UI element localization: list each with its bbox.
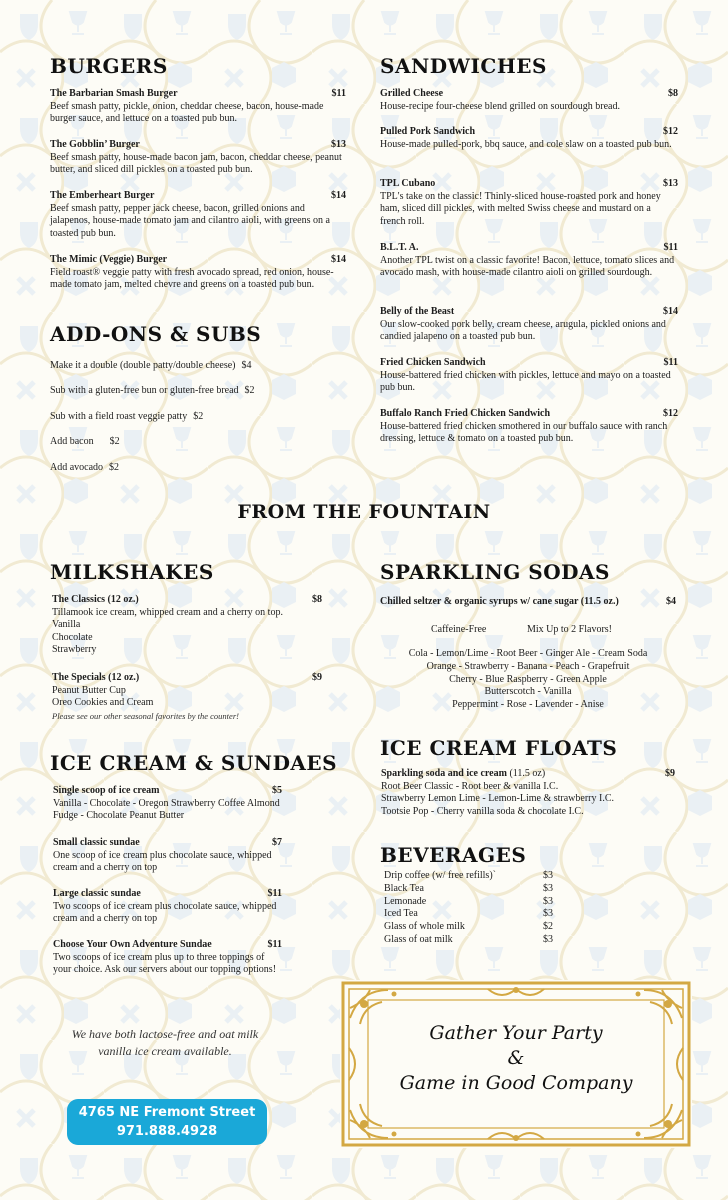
item-price: $7 — [272, 837, 282, 848]
mix-flavors-label: Mix Up to 2 Flavors! — [527, 624, 612, 635]
item-description: Field roast® veggie patty with fresh avocado spread, red onion, house-made tomato jam, melted chevre and greens on a toasted pub bun. — [50, 266, 334, 291]
addon-item — [50, 462, 119, 473]
item-name: Large classic sundae — [53, 888, 141, 899]
item-price: $13 — [663, 178, 678, 189]
sodas-section — [380, 560, 678, 711]
item-price: $9 — [665, 768, 675, 779]
menu-item — [380, 596, 676, 609]
sodas-title: SPARKLING SODAS — [380, 560, 610, 584]
menu-item — [53, 888, 282, 926]
sandwiches-section — [380, 54, 678, 445]
beverage-item — [384, 883, 554, 896]
beverage-item — [384, 870, 554, 883]
item-description: Vanilla - Chocolate - Oregon Strawberry Coffee Almond Fudge - Chocolate Peanut Butter — [53, 797, 280, 822]
sundaes-section — [50, 751, 338, 976]
flavor-line: Cherry - Blue Raspberry - Green Apple — [449, 673, 607, 685]
item-price: $14 — [331, 190, 346, 201]
item-description: Beef smash patty, pickle, onion, cheddar cheese, bacon, house-made burger sauce, and lettuce on a toasted pub bun. — [50, 100, 324, 125]
note-line: vanilla ice cream available. — [98, 1044, 232, 1058]
flavor: Chocolate — [52, 631, 93, 643]
beverage-item — [384, 908, 554, 921]
item-name: Pulled Pork Sandwich — [380, 126, 476, 137]
item-description: Tillamook ice cream, whipped cream and a cherry on top. — [52, 606, 283, 618]
beverage-list — [384, 870, 554, 947]
addon-price: $2 — [244, 385, 255, 396]
item-name: Choose Your Own Adventure Sundae — [53, 939, 212, 950]
beverage-label: Glass of oat milk — [384, 933, 453, 945]
menu-item — [380, 357, 678, 395]
float-option: Root Beer Classic - Root beer & vanilla I.C. — [381, 780, 559, 792]
addon-label: Add avocado — [50, 462, 104, 473]
menu-item — [380, 408, 678, 446]
menu-item — [380, 306, 678, 344]
item-description: House-made pulled-pork, bbq sauce, and cole slaw on a toasted pub bun. — [380, 138, 672, 150]
float-option: Tootsie Pop - Cherry vanilla soda & chocolate I.C. — [381, 805, 584, 817]
beverage-label: Black Tea — [384, 882, 424, 894]
beverages-section — [380, 843, 620, 945]
addon-item — [50, 360, 252, 371]
street-address: 4765 NE Fremont Street — [78, 1105, 256, 1120]
item-description: House-battered fried chicken smothered in our buffalo sauce with ranch dressing, lettuce & tomato on a toasted pub bun. — [380, 420, 668, 445]
menu-item — [53, 837, 282, 875]
item-name: Single scoop of ice cream — [53, 785, 160, 796]
beverage-item — [384, 896, 554, 909]
floats-title: ICE CREAM FLOATS — [380, 736, 618, 760]
float-name: Sparkling soda and ice cream — [381, 768, 507, 779]
addon-price: $2 — [109, 436, 120, 447]
beverage-item — [384, 934, 554, 947]
burgers-section — [50, 54, 346, 291]
item-description: Two scoops of ice cream plus chocolate sauce, whipped cream and a cherry on top — [53, 900, 277, 925]
item-price: $5 — [272, 785, 282, 796]
item-name: The Mimic (Veggie) Burger — [50, 254, 168, 265]
item-price: $11 — [267, 888, 282, 899]
item-name: The Specials (12 oz.) — [52, 672, 140, 683]
item-price: $11 — [663, 357, 678, 368]
menu-item — [381, 768, 675, 818]
beverage-label: Lemonade — [384, 895, 427, 907]
addon-price: $2 — [193, 411, 204, 422]
fountain-title: FROM THE FOUNTAIN — [237, 501, 491, 523]
beverage-label: Glass of whole milk — [384, 921, 465, 933]
menu-item — [380, 242, 678, 280]
menu-item — [380, 88, 678, 113]
tagline-line1: Gather Your Party — [429, 1022, 603, 1044]
item-description: Beef smash patty, pepper jack cheese, bacon, grilled onions and jalapenos, house-made tomato jam and cilantro aioli, with greens on a toasted pub bun. — [50, 202, 330, 239]
menu-item — [53, 785, 282, 823]
item-price: $9 — [312, 672, 322, 683]
beverage-price: $2 — [543, 921, 553, 933]
seasonal-note: Please see our other seasonal favorites by the counter! — [52, 710, 239, 721]
item-description: One scoop of ice cream plus chocolate sauce, whipped cream and a cherry on top — [53, 849, 272, 874]
milkshakes-title: MILKSHAKES — [50, 560, 214, 584]
beverage-price: $3 — [543, 908, 553, 920]
address-badge — [67, 1099, 267, 1145]
item-description: Two scoops of ice cream plus up to three toppings of your choice. Ask our servers about our topping options! — [53, 951, 277, 976]
menu-item — [52, 672, 322, 722]
item-name: The Classics (12 oz.) — [52, 594, 139, 605]
item-name: Small classic sundae — [53, 837, 140, 848]
lactose-free-note — [40, 1026, 290, 1060]
item-name: Grilled Cheese — [380, 88, 444, 99]
beverages-title: BEVERAGES — [380, 843, 527, 867]
item-name: B.L.T. A. — [380, 242, 419, 253]
flavor-line: Orange - Strawberry - Banana - Peach - Grapefruit — [426, 660, 630, 672]
tagline-ampersand: & — [507, 1047, 525, 1069]
item-description: House-battered fried chicken with pickles, lettuce and mayo on a toasted pub bun. — [380, 369, 671, 394]
flavor: Strawberry — [52, 644, 97, 656]
item-name: The Barbarian Smash Burger — [50, 88, 178, 99]
item-price: $4 — [666, 596, 676, 607]
item-description: Another TPL twist on a classic favorite! Bacon, lettuce, tomato slices and avocado mash, with house-made cilantro aioli on grilled sourdough. — [380, 254, 675, 279]
note-line: We have both lactose-free and oat milk — [71, 1027, 259, 1041]
addon-price: $2 — [109, 462, 120, 473]
addon-item — [50, 436, 120, 447]
float-size: (11.5 oz) — [509, 768, 546, 779]
item-name: The Gobblin’ Burger — [50, 139, 140, 150]
menu-item — [380, 178, 678, 228]
caffeine-free-label: Caffeine-Free — [431, 624, 487, 635]
addons-section — [50, 322, 350, 473]
milkshakes-section — [50, 560, 322, 721]
item-price: $12 — [663, 408, 678, 419]
item-price: $11 — [663, 242, 678, 253]
menu-item — [380, 126, 678, 151]
item-price: $14 — [331, 254, 346, 265]
item-price: $11 — [331, 88, 346, 99]
item-price: $14 — [663, 306, 678, 317]
addon-label: Make it a double (double patty/double cheese) — [50, 360, 236, 371]
menu-item — [53, 939, 282, 977]
beverage-price: $3 — [543, 933, 553, 945]
addon-item — [50, 385, 255, 396]
flavor: Peanut Butter Cup — [52, 684, 126, 696]
beverage-label: Drip coffee (w/ free refills)` — [384, 870, 496, 881]
item-description: Our slow-cooked pork belly, cream cheese, arugula, pickled onions and candied jalapeno on a toasted pub bun. — [380, 318, 666, 343]
addon-label: Sub with a gluten-free bun or gluten-free bread — [50, 385, 239, 396]
menu-item — [50, 190, 346, 240]
item-name: Buffalo Ranch Fried Chicken Sandwich — [380, 408, 551, 419]
tagline-line2: Game in Good Company — [399, 1072, 633, 1094]
burgers-title: BURGERS — [50, 54, 168, 78]
phone-number[interactable]: 971.888.4928 — [116, 1124, 218, 1139]
addon-item — [50, 411, 203, 422]
soda-flavor-list — [380, 648, 676, 712]
item-price: $11 — [267, 939, 282, 950]
item-name: Belly of the Beast — [380, 306, 455, 317]
flavor-line: Cola - Lemon/Lime - Root Beer - Ginger Ale - Cream Soda — [408, 648, 648, 659]
menu-item — [50, 139, 346, 177]
beverage-item — [384, 921, 554, 934]
item-name: Chilled seltzer & organic syrups w/ cane sugar (11.5 oz.) — [380, 596, 619, 607]
sandwiches-title: SANDWICHES — [380, 54, 547, 78]
addon-label: Sub with a field roast veggie patty — [50, 411, 188, 422]
beverage-price: $3 — [543, 870, 553, 881]
item-price: $13 — [331, 139, 346, 150]
item-description: House-recipe four-cheese blend grilled on sourdough bread. — [380, 100, 620, 112]
beverage-price: $3 — [543, 895, 553, 907]
menu-item — [50, 254, 346, 292]
flavor-line: Butterscotch - Vanilla — [484, 686, 572, 698]
item-name — [381, 768, 675, 781]
item-price: $12 — [663, 126, 678, 137]
addon-label: Add bacon — [50, 436, 94, 447]
floats-section — [380, 736, 678, 817]
menu-item — [52, 594, 322, 657]
menu-item — [50, 88, 346, 126]
item-price: $8 — [312, 594, 322, 605]
item-name: TPL Cubano — [380, 178, 436, 189]
sundaes-title: ICE CREAM & SUNDAES — [50, 751, 338, 775]
item-price: $8 — [668, 88, 678, 99]
beverage-price: $3 — [543, 882, 553, 894]
addons-title: ADD-ONS & SUBS — [50, 322, 262, 346]
float-option: Strawberry Lemon Lime - Lemon-Lime & strawberry I.C. — [381, 793, 614, 805]
flavor: Vanilla — [52, 619, 81, 631]
tagline — [376, 1021, 656, 1096]
item-description: TPL's take on the classic! Thinly-sliced house-roasted pork and honey ham, sliced dill pickles, with melted Swiss cheese and mustard on a french roll. — [380, 190, 661, 227]
addon-price: $4 — [241, 360, 252, 371]
item-description: Beef smash patty, house-made bacon jam, bacon, cheddar cheese, peanut butter, and sliced dill pickles on a toasted pub bun. — [50, 151, 342, 176]
item-name: The Emberheart Burger — [50, 190, 155, 201]
flavor-line: Peppermint - Rose - Lavender - Anise — [452, 699, 604, 711]
item-name: Fried Chicken Sandwich — [380, 357, 486, 368]
flavor: Oreo Cookies and Cream — [52, 697, 154, 709]
beverage-label: Iced Tea — [384, 908, 418, 920]
